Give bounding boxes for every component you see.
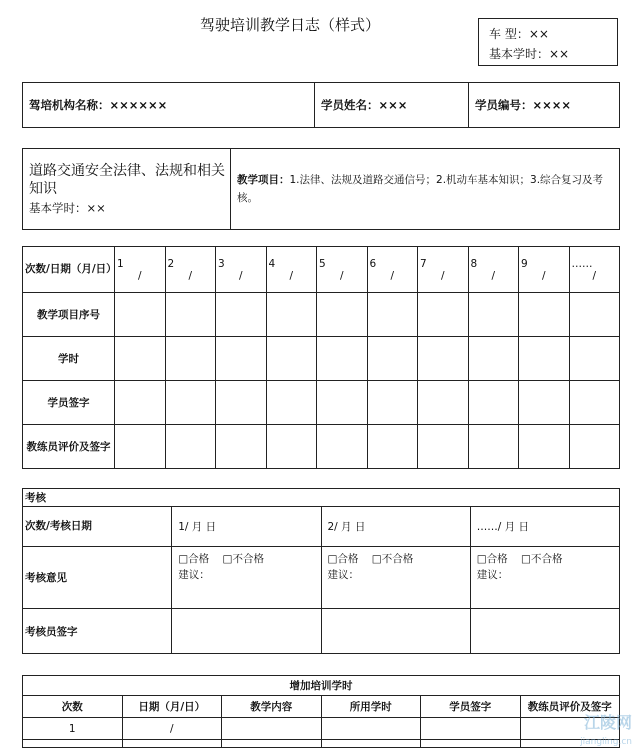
exam-date-label: 次数/考核日期 (23, 507, 172, 547)
schedule-col: 6 / (367, 247, 418, 293)
exam-date: 1/ 月 日 (172, 507, 321, 547)
schedule-col: 2 / (165, 247, 216, 293)
row-label: 学员签字 (23, 381, 115, 425)
schedule-table (22, 246, 620, 469)
schedule-col: …… / (569, 247, 620, 293)
subject-row (22, 148, 620, 230)
schedule-col: 3 / (216, 247, 267, 293)
extra-heading: 增加培训学时 (23, 676, 620, 696)
car-type: 车 型：×× (489, 27, 549, 41)
exam-heading: 考核 (23, 489, 620, 507)
examiner-label: 考核员签字 (23, 609, 172, 654)
schedule-col: 9 / (519, 247, 570, 293)
info-row (22, 82, 620, 128)
schedule-col: 1 / (115, 247, 166, 293)
row-label: 学时 (23, 337, 115, 381)
exam-date: 2/ 月 日 (321, 507, 470, 547)
student-name: 学员姓名：××× (315, 83, 469, 128)
schedule-col: 4 / (266, 247, 317, 293)
page-title: 驾驶培训教学日志（样式） (200, 16, 381, 34)
row-label: 教学项目序号 (23, 293, 115, 337)
schedule-col: 7 / (418, 247, 469, 293)
subject-title: 道路交通安全法律、法规和相关知识 (29, 163, 225, 197)
subject-hours: 基本学时：×× (29, 201, 106, 215)
schedule-header-label: 次数/日期（月/日） (23, 247, 115, 293)
watermark-url: jiangling.cn (580, 737, 632, 747)
extra-table: 增加培训学时 次数 日期（月/日） 教学内容 所用学时 学员签字 教练员评价及签字 1 / (22, 675, 620, 748)
items-label: 教学项目： (237, 174, 290, 186)
items-text: 1.法律、法规及道路交通信号；2.机动车基本知识；3.综合复习及考核。 (237, 174, 604, 204)
watermark-logo: 江陵网 (583, 713, 632, 732)
org-name: 驾培机构名称：×××××× (23, 83, 315, 128)
student-id: 学员编号：×××× (469, 83, 620, 128)
base-hours: 基本学时：×× (489, 47, 570, 61)
exam-table: 考核 次数/考核日期 1/ 月 日 2/ 月 日 ……/ 月 日 考核意见 □合格 □不合格 建议： □合格 □不合格 建议： □合格 □不合格 建议： 考核员签字 (22, 488, 620, 654)
row-label: 教练员评价及签字 (23, 425, 115, 469)
schedule-col: 8 / (468, 247, 519, 293)
exam-date: ……/ 月 日 (470, 507, 619, 547)
car-type-box (478, 18, 618, 66)
schedule-col: 5 / (317, 247, 368, 293)
opinion-label: 考核意见 (23, 547, 172, 609)
